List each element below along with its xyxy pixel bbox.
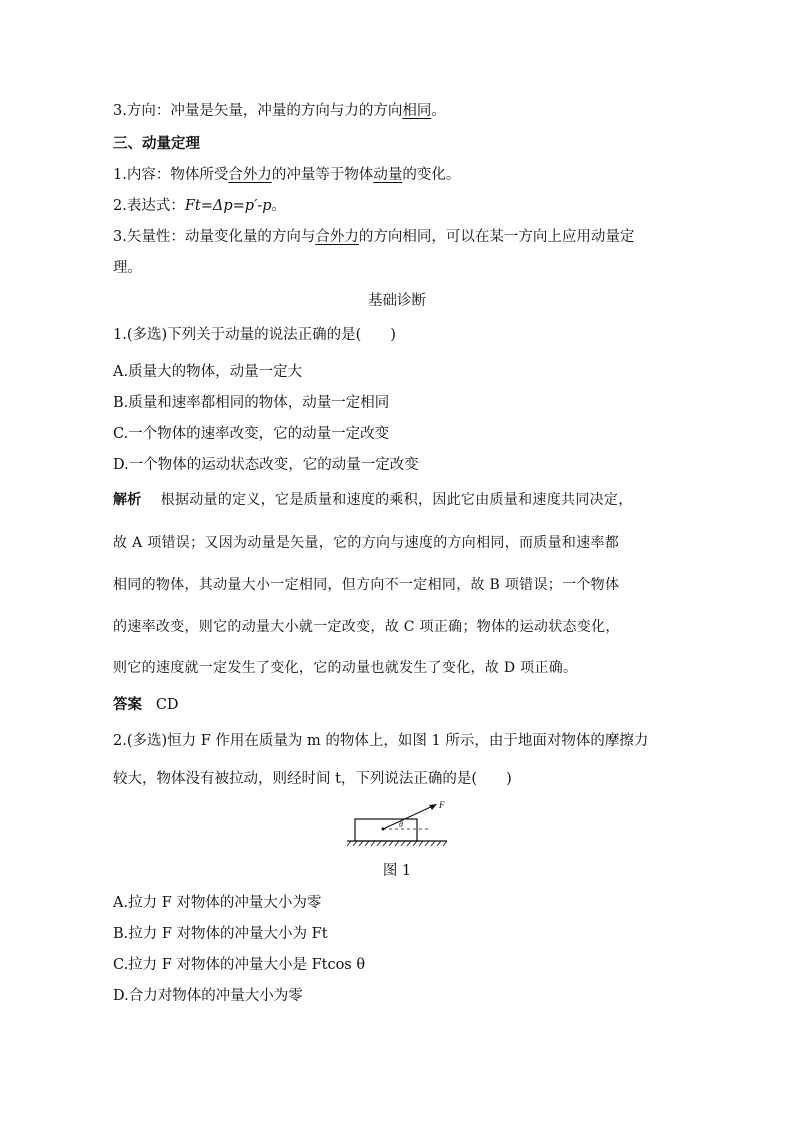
expression-line: 2.表达式：Ft=Δp=p′-p。 (113, 198, 287, 214)
answer-fill: 合外力 (315, 229, 359, 245)
answer-label: 答案 (113, 696, 142, 713)
force-label: F (439, 800, 445, 810)
figure-caption: 图 1 (382, 863, 412, 879)
option-d: D.一个物体的运动状态改变，它的动量一定改变 (113, 457, 419, 473)
answer-value: CD (155, 697, 179, 713)
analysis-line: 的速率改变，则它的动量大小就一定改变，故 C 项正确；物体的运动状态变化， (113, 619, 620, 635)
ground-line (347, 841, 447, 846)
question-stem: 1.(多选)下列关于动量的说法正确的是( ) (113, 327, 396, 343)
force-arrow (382, 804, 438, 831)
question-stem: 2.(多选)恒力 F 作用在质量为 m 的物体上，如图 1 所示，由于地面对物体的摩擦力 (113, 733, 649, 749)
direction-line: 3.方向：冲量是矢量，冲量的方向与力的方向相同。 (113, 103, 446, 119)
analysis-line: 则它的速度就一定发生了变化，它的动量也就发生了变化，故 D 项正确。 (113, 660, 578, 676)
option-a: A.拉力 F 对物体的冲量大小为零 (113, 895, 322, 911)
option-c: C.拉力 F 对物体的冲量大小是 Ftcos θ (113, 957, 366, 973)
option-b: B.质量和速率都相同的物体，动量一定相同 (113, 395, 390, 411)
option-a: A.质量大的物体，动量一定大 (113, 364, 303, 380)
vector-line: 3.矢量性：动量变化量的方向与合外力的方向相同，可以在某一方向上应用动量定 (113, 229, 635, 245)
vector-line-end: 理。 (113, 260, 142, 276)
block (355, 819, 417, 841)
answer-fill: 动量 (373, 167, 403, 183)
figure-block-on-ground (343, 797, 453, 849)
section-title: 基础诊断 (368, 293, 426, 309)
analysis-label: 解析 (113, 492, 142, 508)
answer-fill: 合外力 (228, 167, 272, 183)
analysis-line: 故 A 项错误；又因为动量是矢量，它的方向与速度的方向相同，而质量和速率都 (113, 535, 620, 551)
question-stem: 较大，物体没有被拉动，则经时间 t，下列说法正确的是( ) (113, 771, 512, 787)
content-line: 1.内容：物体所受合外力的冲量等于物体动量的变化。 (113, 167, 461, 183)
angle-label: θ (399, 820, 403, 829)
option-c: C.一个物体的速率改变，它的动量一定改变 (113, 426, 390, 442)
answer-line (113, 698, 179, 713)
analysis-line: 解析 根据动量的定义，它是质量和速度的乘积，因此它由质量和速度共同决定， (113, 492, 633, 508)
option-b: B.拉力 F 对物体的冲量大小为 Ft (113, 926, 328, 942)
analysis-line: 相同的物体，其动量大小一定相同，但方向不一定相同，故 B 项错误；一个物体 (113, 577, 620, 593)
formula: Ft=Δp=p′-p (184, 198, 272, 214)
option-d: D.合力对物体的冲量大小为零 (113, 988, 303, 1004)
section-heading: 三、动量定理 (113, 135, 200, 152)
answer-fill: 相同 (402, 103, 432, 119)
